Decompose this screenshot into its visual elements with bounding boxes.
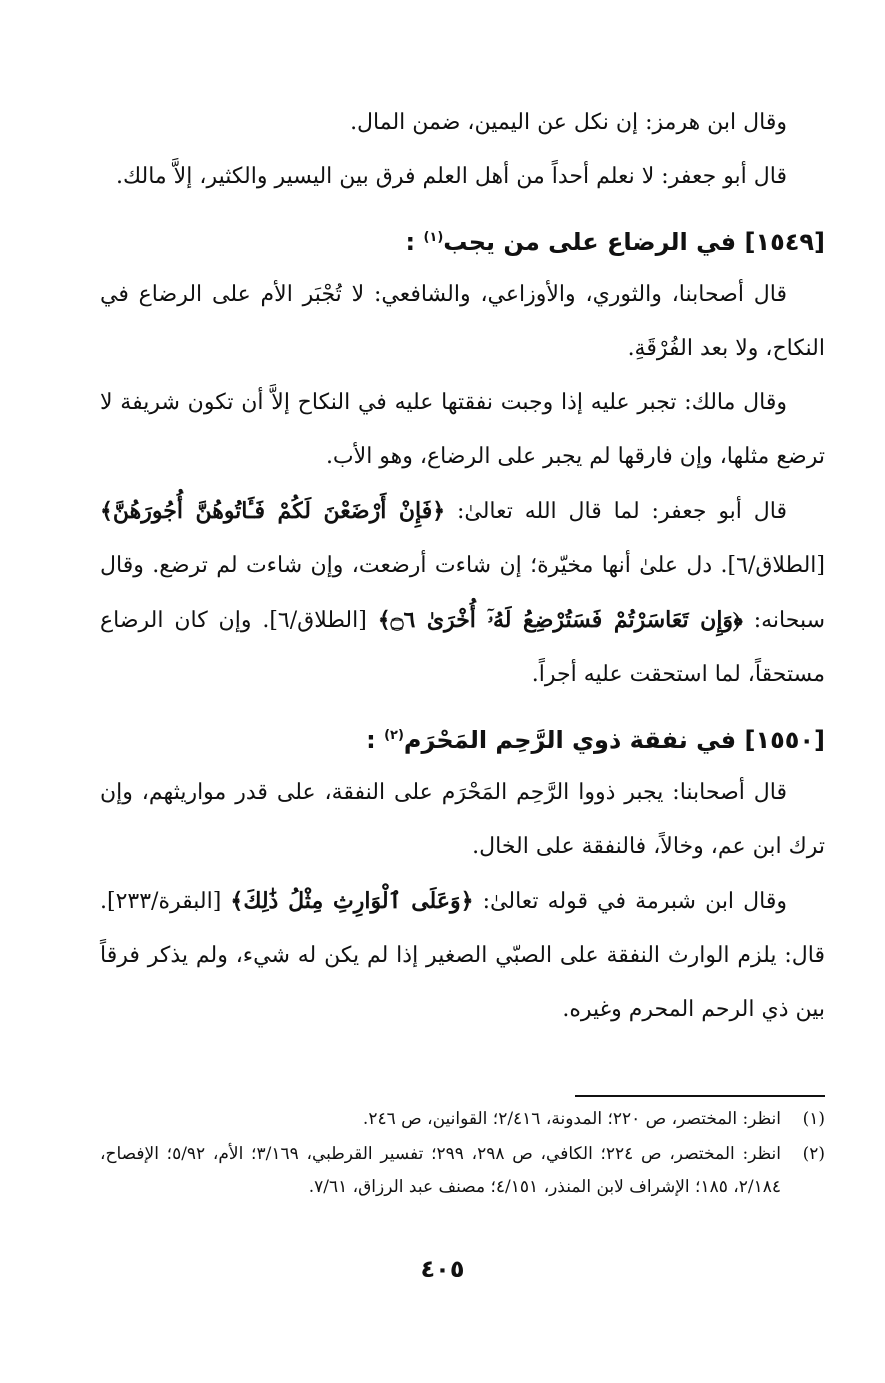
footnote-1 xyxy=(100,1103,825,1136)
text-span: قال أبو جعفر: لما قال الله تعالىٰ: xyxy=(456,499,787,524)
paragraph-ibn-shubruma xyxy=(100,874,825,1037)
text-span: [الطلاق/٦]. وإن كان الرضاع مستحقاً، لما استحقت عليه أجراً. xyxy=(100,608,825,687)
page-number: ٤٠٥ xyxy=(420,1255,465,1283)
heading-colon: : xyxy=(405,228,416,256)
footnote-separator xyxy=(575,1095,825,1097)
paragraph-ashabuna-1: قال أصحابنا، والثوري، والأوزاعي، والشافعي: لا تُجْبَر الأم على الرضاع في النكاح، ولا بعد الفُرْقَةِ. xyxy=(100,282,825,361)
section-heading-1549 xyxy=(100,212,825,268)
quran-verse: ﴿وَعَلَى ٱلْوَارِثِ مِثْلُ ذَٰلِكَ﴾ xyxy=(230,888,474,914)
paragraph-ibn-hurmuz: وقال ابن هرمز: إن نكل عن اليمين، ضمن المال. xyxy=(350,110,787,135)
footnote-2 xyxy=(100,1138,825,1204)
paragraph-malik: وقال مالك: تجبر عليه إذا وجبت نفقتها عليه في النكاح إلاَّ أن تكون شريفة لا ترضع مثلها، وإن فارقها لم يجبر على الرضاع، وهو الأب. xyxy=(100,390,825,469)
footnote-number: (٢) xyxy=(802,1144,825,1164)
text-span: وقال ابن شبرمة في قوله تعالىٰ: xyxy=(482,889,788,914)
quran-verse: ﴿وَإِن تَعَاسَرْتُمْ فَسَتُرْضِعُ لَهُۥٓ أُخْرَىٰ ۝٦﴾ xyxy=(377,607,743,633)
section-number: [١٥٥٠] xyxy=(744,726,825,754)
heading-colon: : xyxy=(366,726,376,754)
footnote-ref: (٢) xyxy=(384,728,404,743)
footnote-number: (١) xyxy=(802,1109,825,1129)
footnote-text: انظر: المختصر، ص ٢٢٤؛ الكافي، ص ٢٩٨، ٢٩٩؛ تفسير القرطبي، ٣/١٦٩؛ الأم، ٥/٩٢؛ الإفصاح، ٢/١٨٤، ١٨٥؛ الإشراف لابن المنذر، ٤/١٥١؛ مصنف عبد الرزاق، ٧/٦١. xyxy=(100,1144,781,1197)
text-span: [البقرة/٢٣٣]. قال: يلزم الوارث النفقة على الصبّي الصغير إذا لم يكن له شيء، ولم يذكر فرقاً بين ذي الرحم المحرم وغيره. xyxy=(100,889,825,1022)
section-title: في نفقة ذوي الرَّحِم المَحْرَم xyxy=(403,726,737,754)
text-span: [الطلاق/٦]. دل علىٰ أنها مخيّرة؛ إن شاءت أرضعت، وإن شاءت لم ترضع. وقال سبحانه: xyxy=(100,553,826,633)
footnote-ref: (١) xyxy=(423,230,444,245)
paragraph-abu-jafar-2 xyxy=(100,484,825,702)
footnote-text: انظر: المختصر، ص ٢٢٠؛ المدونة، ٢/٤١٦؛ القوانين، ص ٢٤٦. xyxy=(362,1109,781,1129)
section-title: في الرضاع على من يجب xyxy=(443,228,737,256)
section-number: [١٥٤٩] xyxy=(744,228,825,256)
section-heading-1550 xyxy=(100,710,825,766)
paragraph-abu-jafar-1: قال أبو جعفر: لا نعلم أحداً من أهل العلم فرق بين اليسير والكثير، إلاَّ مالك. xyxy=(115,164,787,189)
paragraph-ashabuna-2: قال أصحابنا: يجبر ذووا الرَّحِم المَحْرَم على النفقة، على قدر مواريثهم، وإن ترك ابن عم، وخالاً، فالنفقة على الخال. xyxy=(100,780,825,859)
quran-verse: ﴿فَإِنْ أَرْضَعْنَ لَكُمْ فَـَٔاتُوهُنَّ أُجُورَهُنَّ﴾ xyxy=(100,498,446,524)
